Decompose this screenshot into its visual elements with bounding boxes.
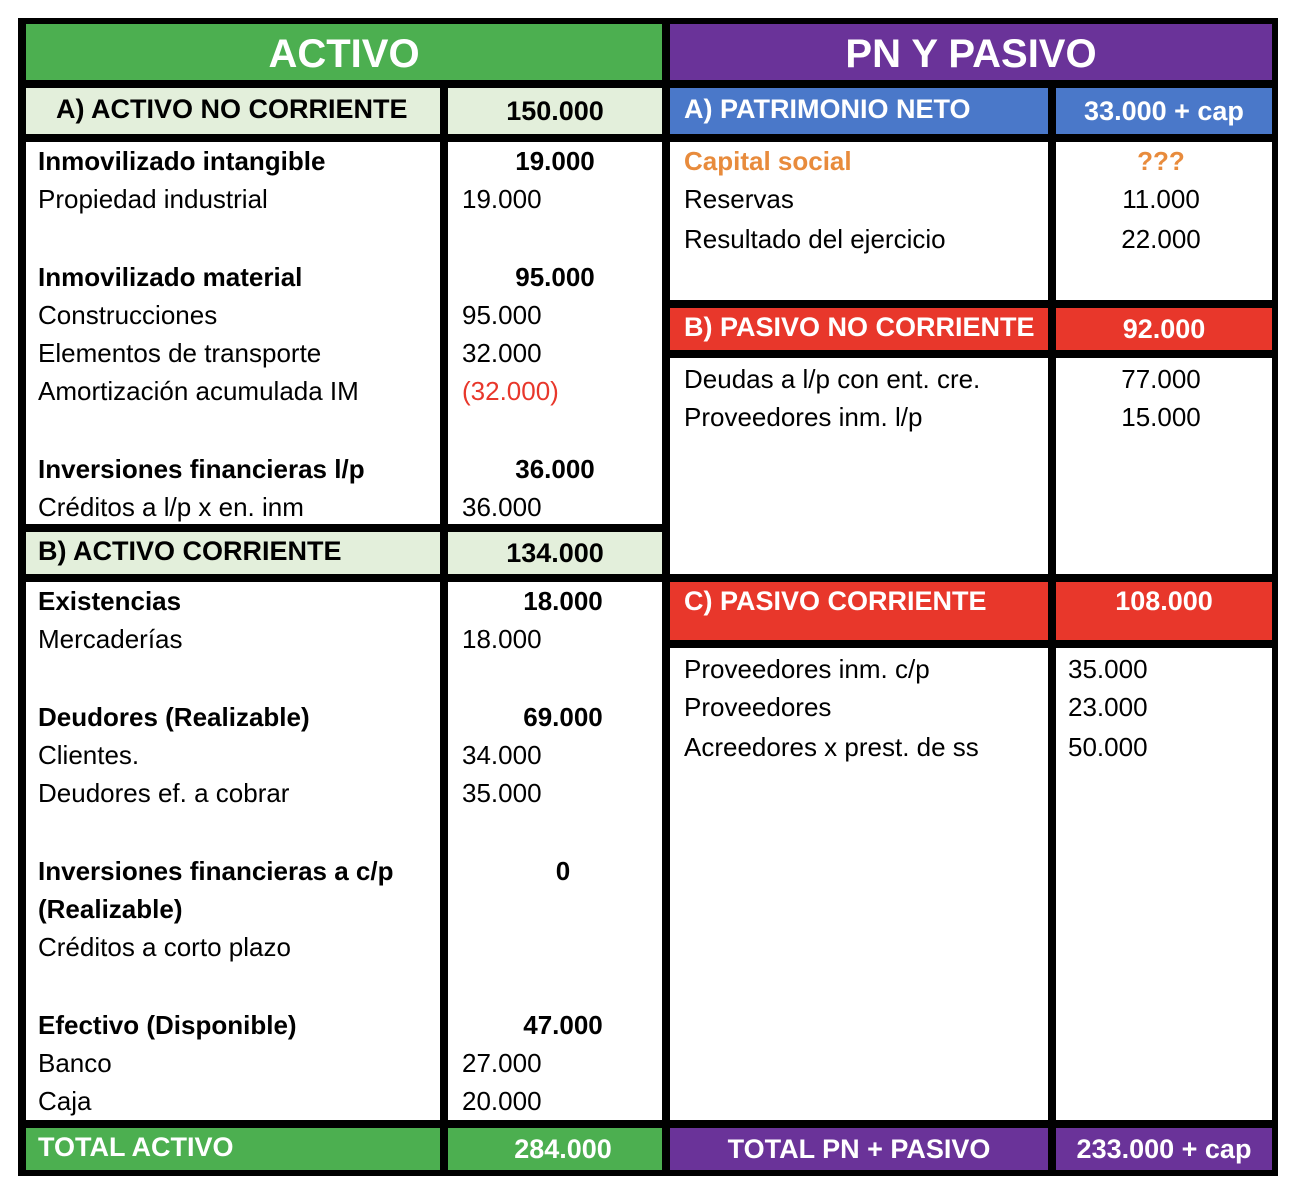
pc-body-labels: Proveedores inm. c/p Proveedores Acreedores x prest. de ss [670,648,1048,1120]
pnc-body-values: 77.000 15.000 [1056,358,1272,574]
pnc-header-label: B) PASIVO NO CORRIENTE [670,308,1048,350]
ac-body-values: 18.000 18.000 69.000 34.000 35.000 0 47.000 27.000 20.000 [448,582,662,1120]
anc-header-total: 150.000 [448,88,662,134]
pn-header-label: A) PATRIMONIO NETO [670,88,1048,134]
pn-body-labels: Capital social Reservas Resultado del ejercicio [670,142,1048,300]
anc-body-values: 19.000 19.000 95.000 95.000 32.000 (32.000) 36.000 36.000 [448,142,662,524]
total-pasivo-label: TOTAL PN + PASIVO [670,1128,1048,1170]
pn-body-values: ??? 11.000 22.000 [1056,142,1272,300]
pc-body-values: 35.000 23.000 50.000 [1056,648,1272,1120]
ac-header-total: 134.000 [448,532,662,574]
pn-pasivo-header: PN Y PASIVO [670,24,1272,80]
pnc-body-labels: Deudas a l/p con ent. cre. Proveedores inm. l/p [670,358,1048,574]
total-activo-value: 284.000 [448,1128,662,1170]
pnc-header-total: 92.000 [1056,308,1272,350]
activo-header: ACTIVO [26,24,662,80]
pn-header-total: 33.000 + cap [1056,88,1272,134]
ac-header-label: B) ACTIVO CORRIENTE [26,532,440,574]
total-activo-label: TOTAL ACTIVO [26,1128,440,1170]
balance-sheet [18,18,1278,1176]
ac-body-labels: Existencias Mercaderías Deudores (Realizable) Clientes. Deudores ef. a cobrar Inversiones financieras a c/p (Realizable) Créditos a corto plazo Efectivo (Disponible) Banco Caja [26,582,440,1120]
anc-body-labels: Inmovilizado intangible Propiedad industrial Inmovilizado material Construcciones Elementos de transporte Amortización acumulada IM Inversiones financieras l/p Créditos a l/p x en. inm [26,142,440,524]
pc-header-label: C) PASIVO CORRIENTE [670,582,1048,640]
total-pasivo-value: 233.000 + cap [1056,1128,1272,1170]
anc-header-label: A) ACTIVO NO CORRIENTE [26,88,440,134]
pc-header-total: 108.000 [1056,582,1272,640]
